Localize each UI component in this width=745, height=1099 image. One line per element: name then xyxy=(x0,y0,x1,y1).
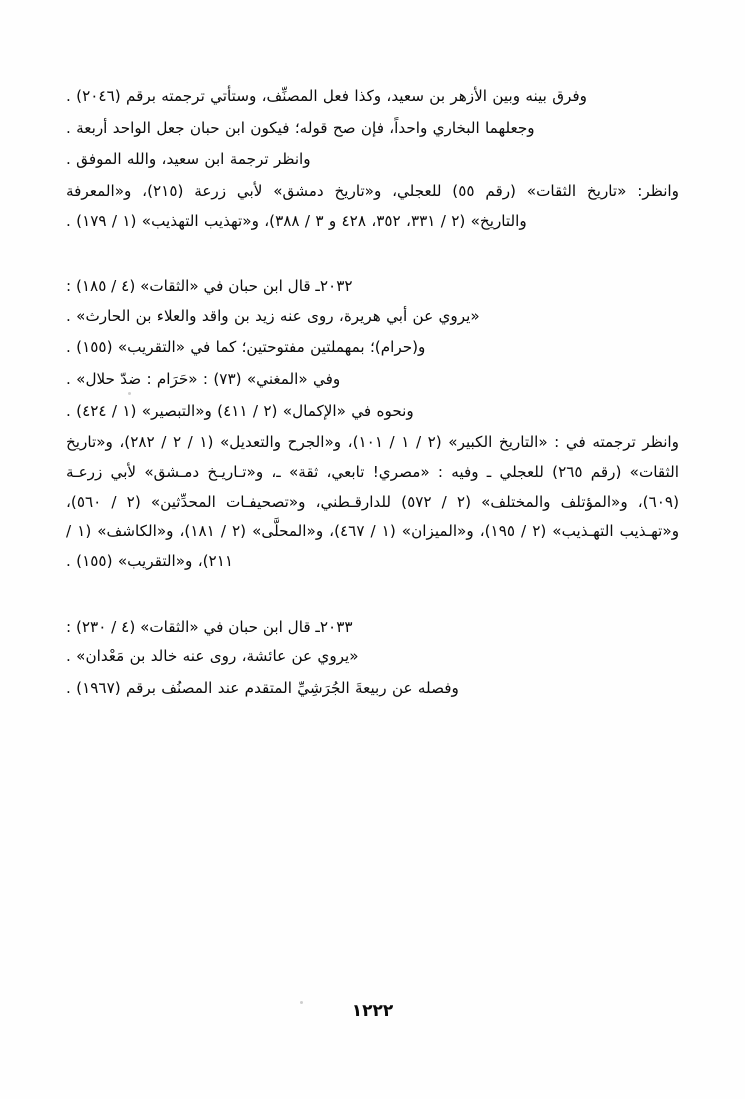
page-number: ١٢٢٢ xyxy=(351,1001,394,1021)
paragraph: وانظر: «تاريخ الثقات» (رقم ٥٥) للعجلي، و«تاريخ دمشق» لأبي زرعة (٢١٥)، و«المعرفة والتاريخ» (٢ / ٣٣١، ٣٥٢، ٤٢٨ و ٣ / ٣٨٨)، و«تهذيب التهذيب» (١ / ١٧٩) . xyxy=(66,181,679,230)
entry-2033 xyxy=(66,613,679,704)
speck xyxy=(128,392,131,395)
entry-line: ونحوه في «الإكمال» (٢ / ٤١١) و«التبصير» (١ / ٤٢٤) . xyxy=(66,401,414,420)
entry-heading: ٢٠٣٢ـ قال ابن حبان في «الثقات» (٤ / ١٨٥) : xyxy=(66,277,353,296)
spacer xyxy=(66,238,679,254)
paragraph: وجعلهما البخاري واحداً، فإن صح قوله؛ فيكون ابن حبان جعل الواحد أربعة . xyxy=(66,118,535,137)
entry-line: «يروي عن أبي هريرة، روى عنه زيد بن واقد والعلاء بن الحارث» . xyxy=(66,306,480,325)
entry-line: «يروي عن عائشة، روى عنه خالد بن مَعْدان» . xyxy=(66,647,359,666)
entry-2032 xyxy=(66,272,679,576)
spacer xyxy=(66,579,679,595)
entry-line: وفصله عن ربيعةَ الجُرَشِيِّ المتقدم عند المصنُف برقم (١٩٦٧) . xyxy=(66,678,459,697)
speck xyxy=(300,1001,303,1004)
entry-line: وانظر ترجمته في : «التاريخ الكبير» (٢ / ١ / ١٠١)، و«الجرح والتعديل» (١ / ٢ / ٢٨٢)، و«تاريخ الثقات» (رقم ٢٦٥) للعجلي ـ وفيه : «مصري! تابعي، ثقة» ـ، و«تـاريـخ دمـشق» لأبي زرعـة (٦٠٩)، و«المؤتلف والمختلف» (٢ / ٥٧٢) للدارقـطني، و«تصحيفـات المحدِّثين» (٢ / ٥٦٠)، و«تهـذيب التهـذيب» (٢ / ١٩٥)، و«الميزان» (١ / ٤٦٧)، و«المحلَّى» (٢ / ١٨١)، و«الكاشف» (١ / ٢١١)، و«التقريب» (١٥٥) . xyxy=(66,433,680,570)
page-body xyxy=(66,82,679,706)
paragraph: وفرق بينه وبين الأزهر بن سعيد، وكذا فعل المصنِّف، وستأتي ترجمته برقم (٢٠٤٦) . xyxy=(66,87,587,105)
paragraph: وانظر ترجمة ابن سعيد، والله الموفق . xyxy=(66,150,311,169)
entry-line: و(حرام)؛ بمهملتين مفتوحتين؛ كما في «التقريب» (١٥٥) . xyxy=(66,338,426,357)
entry-heading: ٢٠٣٣ـ قال ابن حبان في «الثقات» (٤ / ٢٣٠) : xyxy=(66,617,353,636)
entry-line: وفي «المغني» (٧٣) : «حَرَام : ضدّ حلال» . xyxy=(66,370,341,389)
